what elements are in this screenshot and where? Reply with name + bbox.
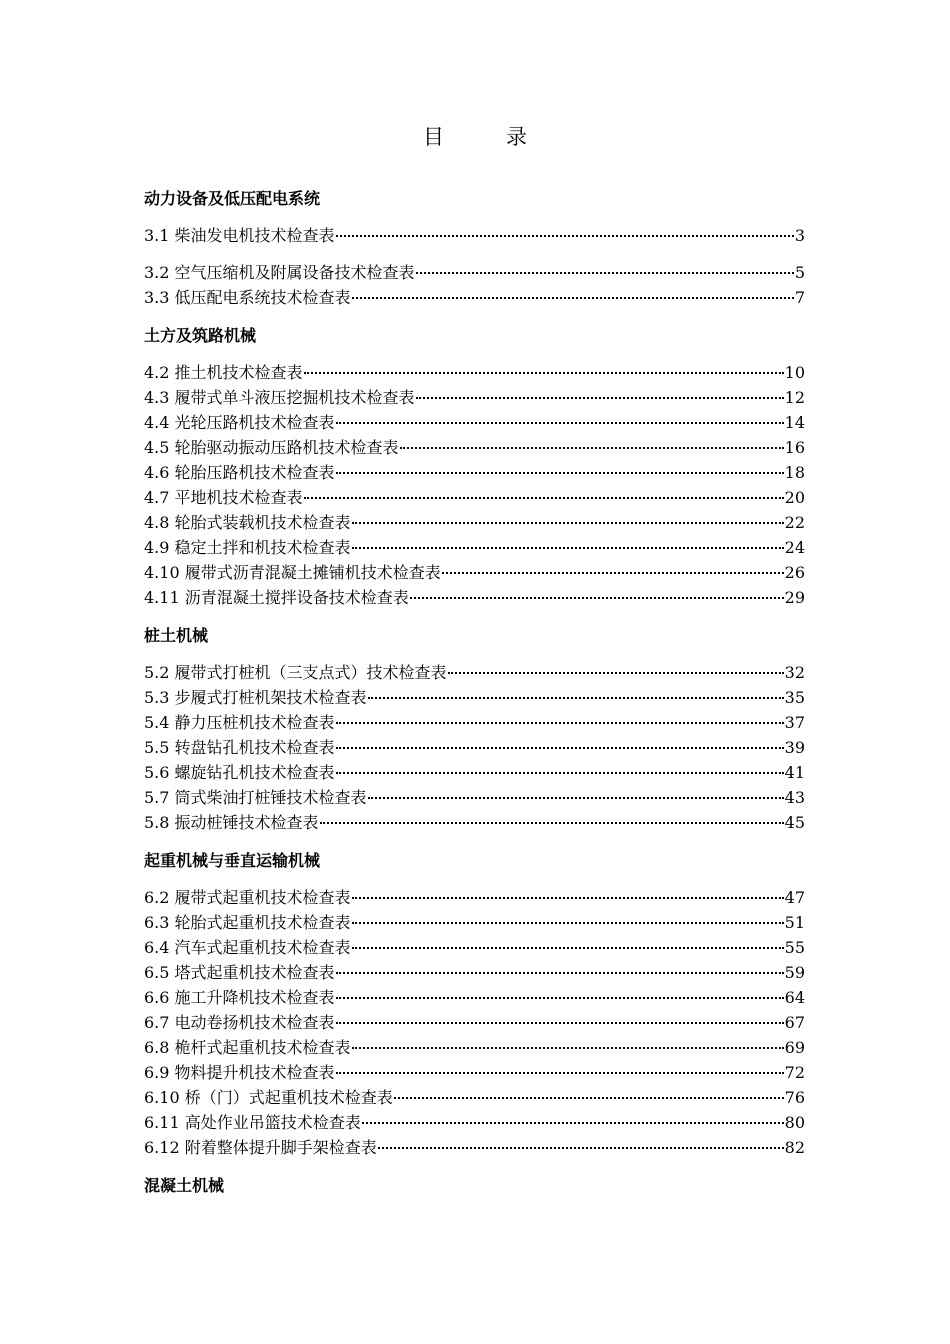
toc-entry[interactable] <box>144 660 805 685</box>
dot-leader <box>362 1122 784 1124</box>
toc-entry-page: 51 <box>784 913 805 932</box>
toc-entry[interactable] <box>144 960 805 985</box>
toc-entry[interactable] <box>144 535 805 560</box>
toc-entry[interactable] <box>144 1010 805 1035</box>
toc-entry[interactable] <box>144 285 805 310</box>
dot-leader <box>336 722 784 724</box>
toc-entry[interactable] <box>144 385 805 410</box>
dot-leader <box>394 1097 784 1099</box>
toc-title <box>0 124 950 150</box>
dot-leader <box>336 972 784 974</box>
toc-entry-label: 6.12 附着整体提升脚手架检查表 <box>144 1138 377 1157</box>
toc-entry[interactable] <box>144 1135 805 1160</box>
toc-entry[interactable] <box>144 710 805 735</box>
toc-entry[interactable] <box>144 435 805 460</box>
toc-entry[interactable] <box>144 1060 805 1085</box>
toc-entry-label: 6.7 电动卷扬机技术检查表 <box>144 1013 335 1032</box>
toc-entry-label: 6.4 汽车式起重机技术检查表 <box>144 938 351 957</box>
dot-leader <box>320 822 784 824</box>
toc-entry-label: 3.2 空气压缩机及附属设备技术检查表 <box>144 263 415 282</box>
dot-leader <box>304 497 784 499</box>
toc-entry-page: 43 <box>784 788 805 807</box>
toc-entry-label: 6.8 桅杆式起重机技术检查表 <box>144 1038 351 1057</box>
toc-entry[interactable] <box>144 1110 805 1135</box>
toc-entry-label: 4.3 履带式单斗液压挖掘机技术检查表 <box>144 388 415 407</box>
toc-entry[interactable] <box>144 910 805 935</box>
toc-entry-label: 3.1 柴油发电机技术检查表 <box>144 226 335 245</box>
toc-entry-label: 5.3 步履式打桩机架技术检查表 <box>144 688 367 707</box>
section-heading: 动力设备及低压配电系统 <box>144 189 321 208</box>
dot-leader <box>304 372 784 374</box>
toc-entry-label: 5.7 筒式柴油打桩锤技术检查表 <box>144 788 367 807</box>
dot-leader <box>336 235 794 237</box>
toc-entry-page: 39 <box>784 738 805 757</box>
toc-entry-page: 10 <box>784 363 805 382</box>
toc-entry[interactable] <box>144 360 805 385</box>
toc-entry[interactable] <box>144 885 805 910</box>
toc-entry-page: 7 <box>794 288 805 307</box>
dot-leader <box>410 597 784 599</box>
toc-entry-label: 6.10 桥（门）式起重机技术检查表 <box>144 1088 393 1107</box>
dot-leader <box>336 472 784 474</box>
toc-entry-label: 6.2 履带式起重机技术检查表 <box>144 888 351 907</box>
toc-entry[interactable] <box>144 410 805 435</box>
toc-entry-label: 5.6 螺旋钻孔机技术检查表 <box>144 763 335 782</box>
toc-entry-label: 5.2 履带式打桩机（三支点式）技术检查表 <box>144 663 447 682</box>
toc-entry-label: 6.9 物料提升机技术检查表 <box>144 1063 335 1082</box>
toc-entry-label: 6.5 塔式起重机技术检查表 <box>144 963 335 982</box>
toc-entry-page: 22 <box>784 513 805 532</box>
toc-entry-page: 45 <box>784 813 805 832</box>
dot-leader <box>336 772 784 774</box>
toc-entry-page: 12 <box>784 388 805 407</box>
dot-leader <box>352 297 794 299</box>
dot-leader <box>336 422 784 424</box>
dot-leader <box>416 397 784 399</box>
dot-leader <box>368 697 784 699</box>
toc-entry[interactable] <box>144 485 805 510</box>
dot-leader <box>352 522 784 524</box>
toc-entry-label: 4.2 推土机技术检查表 <box>144 363 303 382</box>
toc-entry-page: 14 <box>784 413 805 432</box>
toc-entry-label: 3.3 低压配电系统技术检查表 <box>144 288 351 307</box>
toc-entry-label: 6.6 施工升降机技术检查表 <box>144 988 335 1007</box>
toc-entry[interactable] <box>144 1035 805 1060</box>
toc-entry[interactable] <box>144 510 805 535</box>
toc-entry-page: 5 <box>794 263 805 282</box>
toc-entry-page: 41 <box>784 763 805 782</box>
toc-entry-label: 4.7 平地机技术检查表 <box>144 488 303 507</box>
toc-title-char: 目 <box>423 125 506 149</box>
section-heading: 起重机械与垂直运输机械 <box>144 851 321 870</box>
toc-entry-label: 6.3 轮胎式起重机技术检查表 <box>144 913 351 932</box>
toc-entry-label: 5.4 静力压桩机技术检查表 <box>144 713 335 732</box>
toc-entry[interactable] <box>144 735 805 760</box>
toc-entry[interactable] <box>144 560 805 585</box>
dot-leader <box>448 672 784 674</box>
dot-leader <box>336 1072 784 1074</box>
dot-leader <box>378 1147 784 1149</box>
toc-entry-page: 47 <box>784 888 805 907</box>
toc-entry[interactable] <box>144 785 805 810</box>
section-heading: 混凝土机械 <box>144 1176 225 1195</box>
toc-entry-page: 80 <box>784 1113 805 1132</box>
toc-entry-page: 37 <box>784 713 805 732</box>
toc-entry-label: 4.6 轮胎压路机技术检查表 <box>144 463 335 482</box>
dot-leader <box>352 1047 784 1049</box>
toc-entry-page: 59 <box>784 963 805 982</box>
table-of-contents <box>144 186 805 1198</box>
toc-entry-page: 64 <box>784 988 805 1007</box>
toc-title-char: 录 <box>506 125 589 149</box>
toc-entry[interactable] <box>144 460 805 485</box>
toc-entry[interactable] <box>144 585 805 610</box>
toc-entry-page: 24 <box>784 538 805 557</box>
toc-entry-page: 55 <box>784 938 805 957</box>
toc-entry-page: 3 <box>794 226 805 245</box>
dot-leader <box>442 572 784 574</box>
toc-entry-page: 35 <box>784 688 805 707</box>
dot-leader <box>416 272 794 274</box>
toc-entry-label: 4.4 光轮压路机技术检查表 <box>144 413 335 432</box>
dot-leader <box>336 747 784 749</box>
toc-entry-page: 72 <box>784 1063 805 1082</box>
toc-entry-page: 20 <box>784 488 805 507</box>
toc-entry[interactable] <box>144 1085 805 1110</box>
toc-entry-label: 4.11 沥青混凝土搅拌设备技术检查表 <box>144 588 409 607</box>
toc-entry-label: 6.11 高处作业吊篮技术检查表 <box>144 1113 361 1132</box>
toc-entry[interactable] <box>144 260 805 285</box>
toc-entry[interactable] <box>144 685 805 710</box>
dot-leader <box>368 797 784 799</box>
toc-entry-page: 29 <box>784 588 805 607</box>
toc-entry[interactable] <box>144 760 805 785</box>
dot-leader <box>352 897 784 899</box>
toc-entry-page: 76 <box>784 1088 805 1107</box>
toc-entry-label: 4.10 履带式沥青混凝土摊铺机技术检查表 <box>144 563 441 582</box>
toc-entry[interactable] <box>144 935 805 960</box>
dot-leader <box>336 997 784 999</box>
dot-leader <box>352 547 784 549</box>
toc-entry[interactable] <box>144 985 805 1010</box>
dot-leader <box>352 922 784 924</box>
toc-entry-page: 26 <box>784 563 805 582</box>
toc-entry-page: 82 <box>784 1138 805 1157</box>
dot-leader <box>400 447 784 449</box>
toc-entry-label: 4.9 稳定土拌和机技术检查表 <box>144 538 351 557</box>
toc-entry-label: 4.5 轮胎驱动振动压路机技术检查表 <box>144 438 399 457</box>
toc-entry-page: 16 <box>784 438 805 457</box>
toc-entry[interactable] <box>144 810 805 835</box>
toc-entry[interactable] <box>144 223 805 248</box>
toc-entry-label: 5.5 转盘钻孔机技术检查表 <box>144 738 335 757</box>
dot-leader <box>336 1022 784 1024</box>
toc-entry-page: 69 <box>784 1038 805 1057</box>
dot-leader <box>352 947 784 949</box>
toc-entry-page: 32 <box>784 663 805 682</box>
toc-entry-label: 5.8 振动桩锤技术检查表 <box>144 813 319 832</box>
section-heading: 桩土机械 <box>144 626 209 645</box>
section-heading: 土方及筑路机械 <box>144 326 257 345</box>
toc-entry-label: 4.8 轮胎式装载机技术检查表 <box>144 513 351 532</box>
toc-entry-page: 67 <box>784 1013 805 1032</box>
toc-entry-page: 18 <box>784 463 805 482</box>
